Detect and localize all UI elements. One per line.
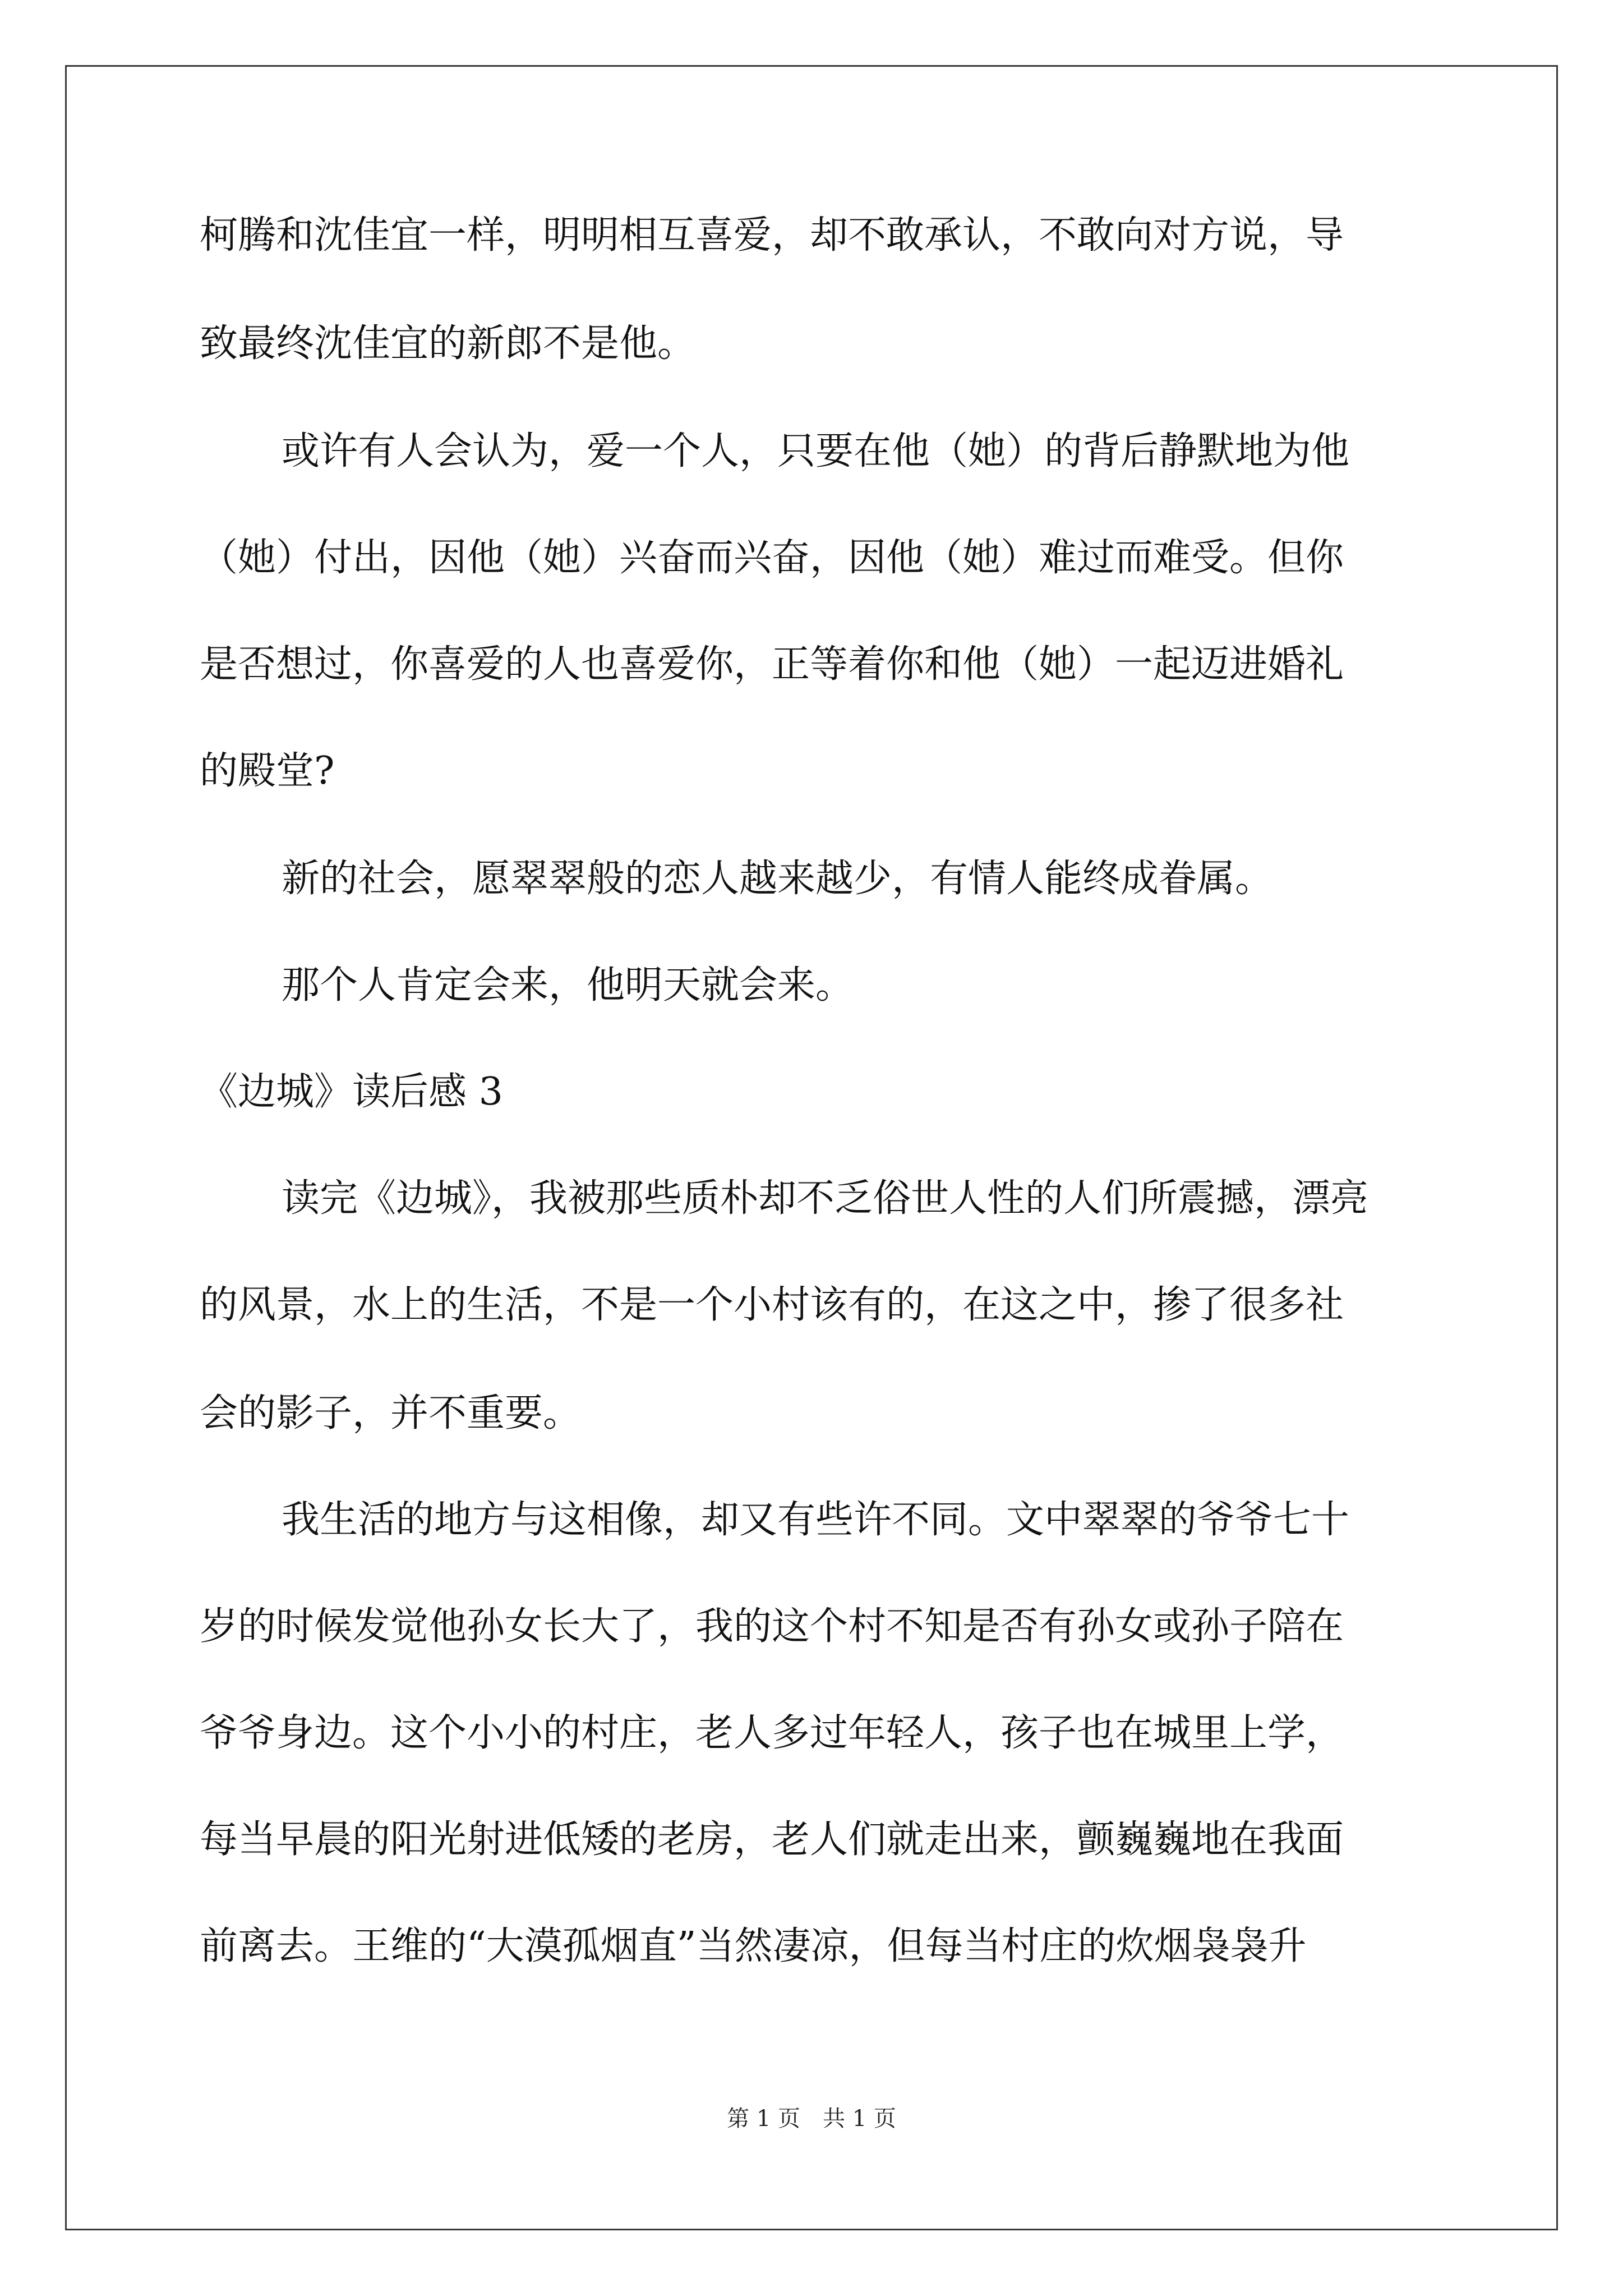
text-line: 致最终沈佳宜的新郎不是他。 (200, 321, 696, 366)
paragraph-first-line: 那个人肯定会来，他明天就会来。 (282, 963, 854, 1007)
section-heading: 《边城》读后感 3 (200, 1070, 503, 1114)
text-line: 柯腾和沈佳宜一样，明明相互喜爱，却不敢承认，不敢向对方说，导 (200, 213, 1344, 257)
text-line: 的风景，水上的生活，不是一个小村该有的，在这之中，掺了很多社 (200, 1283, 1344, 1327)
page-border (65, 65, 1558, 2230)
text-line: 爷爷身边。这个小小的村庄，老人多过年轻人，孩子也在城里上学， (200, 1711, 1344, 1755)
page-footer: 第 1 页 共 1 页 (727, 2106, 896, 2132)
text-line: 前离去。王维的“大漠孤烟直”当然凄凉，但每当村庄的炊烟袅袅升 (200, 1924, 1307, 1968)
text-line: 每当早晨的阳光射进低矮的老房，老人们就走出来，颤巍巍地在我面 (200, 1818, 1344, 1862)
paragraph-first-line: 我生活的地方与这相像，却又有些许不同。文中翠翠的爷爷七十 (282, 1498, 1350, 1542)
text-line: 是否想过，你喜爱的人也喜爱你，正等着你和他（她）一起迈进婚礼 (200, 642, 1344, 687)
paragraph-first-line: 或许有人会认为，爱一个人，只要在他（她）的背后静默地为他 (282, 429, 1350, 473)
text-line: （她）付出，因他（她）兴奋而兴奋，因他（她）难过而难受。但你 (200, 536, 1344, 580)
paragraph-first-line: 新的社会，愿翠翠般的恋人越来越少，有情人能终成眷属。 (282, 857, 1274, 901)
text-line: 的殿堂? (200, 749, 335, 793)
paragraph-first-line: 读完《边城》，我被那些质朴却不乏俗世人性的人们所震撼，漂亮 (282, 1176, 1369, 1221)
text-line: 会的影子，并不重要。 (200, 1391, 582, 1435)
text-line: 岁的时候发觉他孙女长大了，我的这个村不知是否有孙女或孙子陪在 (200, 1604, 1344, 1649)
